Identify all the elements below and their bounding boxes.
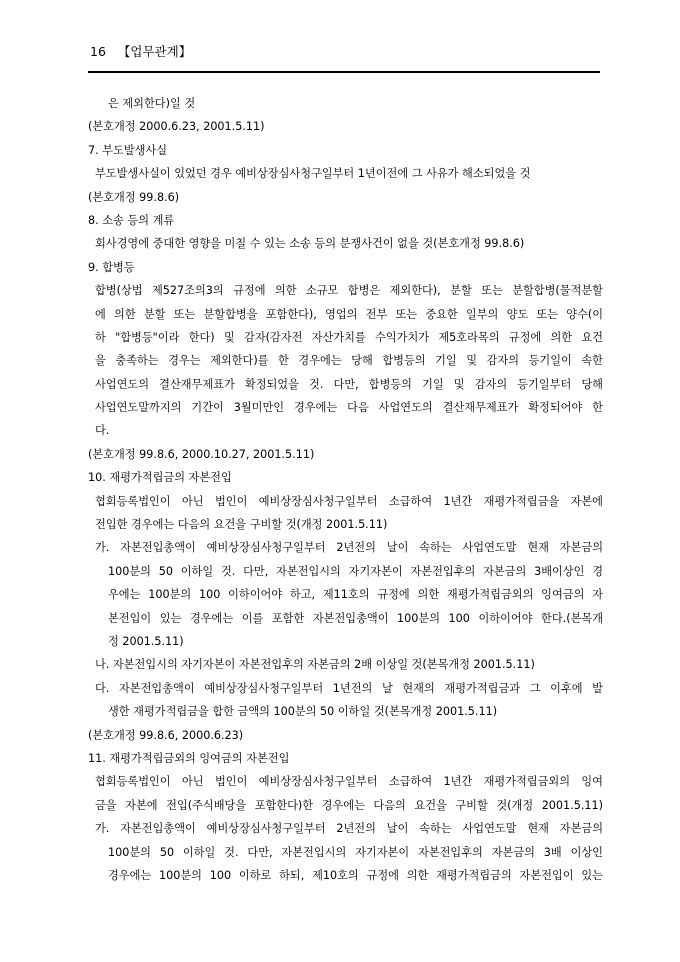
text-line: (본호개정 99.8.6)	[88, 190, 180, 204]
text-line: 사업연도의 결산재무제표가 확정되었을 것. 다만, 합병등의 기일 및 감자의 등기일부터 당해	[95, 377, 603, 391]
text-line: 전입한 경우에는 다음의 요건을 구비할 것(개정 2001.5.11)	[95, 518, 388, 532]
text-line: 에 의한 분할 또는 분할합병을 포함한다), 영업의 전부 또는 중요한 일부의 양도 또는 양수(이	[95, 307, 603, 321]
text-line: 정 2001.5.11)	[108, 634, 184, 648]
text-line: 회사경영에 중대한 영향을 미칠 수 있는 소송 등의 분쟁사건이 없을 것(본호개정 99.8.6)	[95, 237, 525, 251]
text-line: (본호개정 99.8.6, 2000.6.23)	[88, 728, 244, 742]
page-number: 16	[90, 44, 106, 59]
text-line: 하 "합병등"이라 한다) 및 감자(감자전 자산가치를 수익가치가 제5호라목의 규정에 의한 요건	[95, 330, 603, 344]
text-line: 100분의 50 이하일 것. 다만, 자본전입시의 자기자본이 자본전입후의 자본금의 3배이상인 경	[108, 564, 603, 578]
text-line: 은 제외한다)일 것	[108, 97, 196, 110]
text-line: 7. 부도발생사실	[88, 143, 168, 157]
text-line: 가. 자본전입총액이 예비상장심사청구일부터 2년전의 날이 속하는 사업연도말 현재 자본금의	[95, 541, 603, 555]
text-line: 우에는 100분의 100 이하이어야 하고, 제11호의 규정에 의한 재평가적립금외의 잉여금의 자	[108, 588, 603, 602]
text-line: 다.	[95, 424, 110, 438]
text-line: 생한 재평가적립금을 합한 금액의 100분의 50 이하일 것(본목개정 2001.5.11)	[108, 705, 498, 719]
text-line: 을 충족하는 경우는 제외한다)를 한 경우에는 당해 합병등의 기일 및 감자의 등기일이 속한	[95, 354, 603, 368]
text-line: 협회등록법인이 아닌 법인이 예비상장심사청구일부터 소급하여 1년간 재평가적립금을 자본에	[95, 494, 603, 508]
page-header	[90, 42, 191, 60]
text-line: 8. 소송 등의 계류	[88, 213, 175, 227]
header-rule	[88, 71, 600, 73]
text-line: 경우에는 100분의 100 이하로 하되, 제10호의 규정에 의한 재평가적립금의 자본전입이 있는	[108, 868, 603, 882]
text-line: 사업연도말까지의 기간이 3월미만인 경우에는 다음 사업연도의 결산재무제표가 확정되어야 한	[95, 401, 603, 415]
text-line: 본전입이 있는 경우에는 이를 포함한 자본전입총액이 100분의 100 이하이어야 한다.(본목개	[108, 611, 603, 625]
text-line: 100분의 50 이하일 것. 다만, 자본전입시의 자기자본이 자본전입후의 자본금의 3배 이상인	[108, 845, 603, 859]
text-line: 다. 자본전입총액이 예비상장심사청구일부터 1년전의 날 현재의 재평가적립금과 그 이후에 발	[95, 681, 603, 695]
text-line: (본호개정 99.8.6, 2000.10.27, 2001.5.11)	[88, 447, 315, 461]
text-line: 가. 자본전입총액이 예비상장심사청구일부터 2년전의 날이 속하는 사업연도말 현재 자본금의	[95, 822, 603, 836]
text-line: 11. 재평가적립금외의 잉여금의 자본전입	[88, 751, 290, 765]
text-line: 협회등록법인이 아닌 법인이 예비상장심사청구일부터 소급하여 1년간 재평가적립금외의 잉여	[95, 775, 603, 789]
document-body	[88, 92, 603, 887]
text-line: (본호개정 2000.6.23, 2001.5.11)	[88, 120, 265, 134]
text-line: 부도발생사실이 있었던 경우 예비상장심사청구일부터 1년이전에 그 사유가 해소되었을 것	[95, 167, 531, 181]
text-line: 금을 자본에 전입(주식배당을 포함한다)한 경우에는 다음의 요건을 구비할 것(개정 2001.5.11)	[95, 798, 603, 812]
text-line: 10. 재평가적립금의 자본전입	[88, 471, 232, 485]
section-title: 【업무관계】	[117, 44, 192, 59]
text-line: 나. 자본전입시의 자기자본이 자본전입후의 자본금의 2배 이상일 것(본목개정 2001.5.11)	[95, 658, 535, 672]
text-line: 합병(상법 제527조의3의 규정에 의한 소규모 합병은 제외한다), 분할 또는 분할합병(물적분할	[95, 284, 603, 298]
text-line: 9. 합병등	[88, 260, 135, 274]
